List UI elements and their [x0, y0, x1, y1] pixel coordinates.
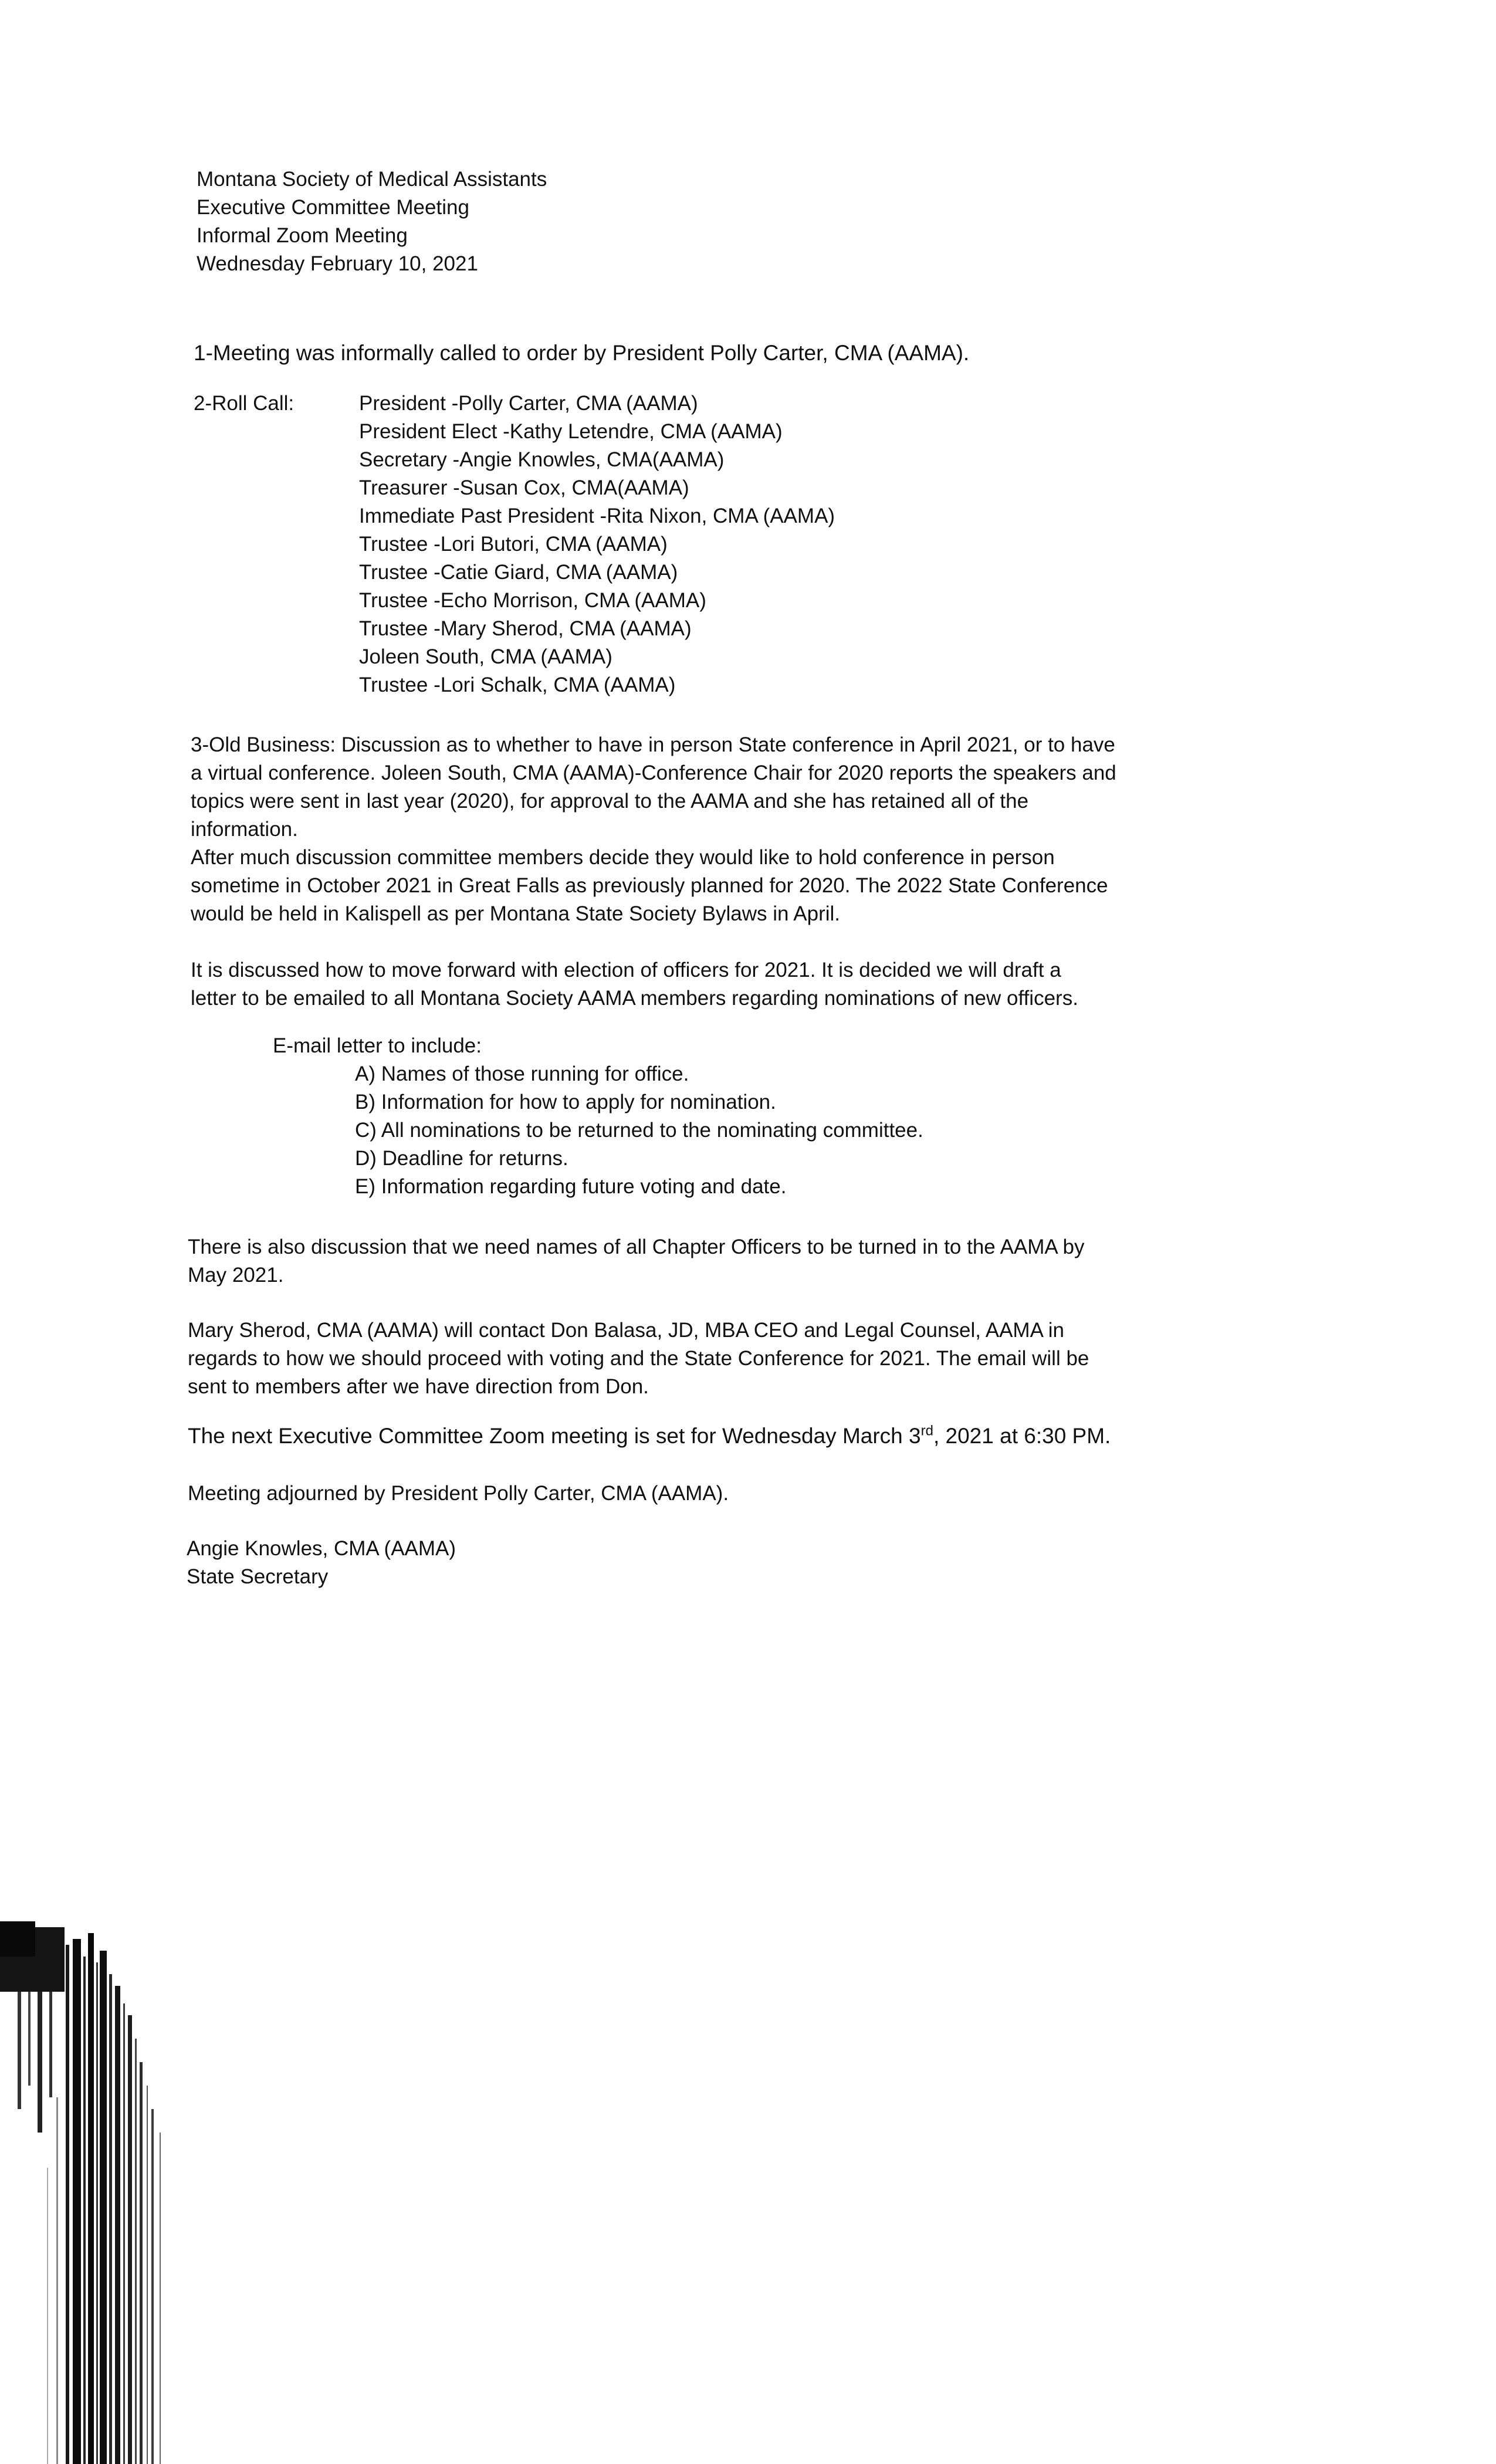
roll-call-list — [359, 390, 835, 699]
paragraph-line: regards to how we should proceed with voting and the State Conference for 2021. The email will be — [188, 1347, 1089, 1370]
signer-title: State Secretary — [187, 1565, 329, 1588]
email-letter-item: C) All nominations to be returned to the nominating committee. — [355, 1119, 923, 1142]
email-letter-intro: E-mail letter to include: — [273, 1034, 482, 1057]
paragraph-line: sent to members after we have direction from Don. — [188, 1375, 649, 1398]
roll-call-member: Trustee -Catie Giard, CMA (AAMA) — [359, 561, 678, 584]
meeting-type: Informal Zoom Meeting — [197, 224, 408, 247]
roll-call-member: President -Polly Carter, CMA (AAMA) — [359, 392, 698, 415]
email-letter-item: E) Information regarding future voting and date. — [355, 1175, 787, 1198]
document-header — [197, 165, 547, 278]
next-meeting-time: , 2021 at 6:30 PM. — [933, 1424, 1111, 1448]
roll-call-label: 2-Roll Call: — [194, 392, 295, 415]
next-meeting-text: The next Executive Committee Zoom meeting is set for Wednesday March 3 — [188, 1424, 921, 1448]
email-letter-item: D) Deadline for returns. — [355, 1147, 568, 1170]
roll-call-member: Secretary -Angie Knowles, CMA(AAMA) — [359, 448, 725, 471]
call-to-order: 1-Meeting was informally called to order by President Polly Carter, CMA (AAMA). — [194, 341, 970, 365]
paragraph-line: May 2021. — [188, 1264, 284, 1287]
email-letter-list — [355, 1060, 923, 1201]
paragraph-line: Mary Sherod, CMA (AAMA) will contact Don Balasa, JD, MBA CEO and Legal Counsel, AAMA in — [188, 1319, 1064, 1342]
meeting-name: Executive Committee Meeting — [197, 196, 469, 219]
email-letter-item: B) Information for how to apply for nomination. — [355, 1091, 776, 1113]
mary-sherod-paragraph — [188, 1316, 1197, 1401]
org-name: Montana Society of Medical Assistants — [197, 168, 547, 191]
roll-call-member: Trustee -Lori Butori, CMA (AAMA) — [359, 533, 668, 556]
old-business-line: a virtual conference. Joleen South, CMA (AAMA)-Conference Chair for 2020 reports the speakers and — [191, 761, 1116, 784]
date-ordinal-suffix: rd — [920, 1423, 933, 1439]
roll-call-member: Trustee -Lori Schalk, CMA (AAMA) — [359, 673, 676, 696]
election-line: It is discussed how to move forward with election of officers for 2021. It is decided we will draft a — [191, 959, 1061, 981]
adjournment-line: Meeting adjourned by President Polly Carter, CMA (AAMA). — [188, 1482, 729, 1505]
next-meeting-line — [188, 1422, 1197, 1450]
roll-call-member: Treasurer -Susan Cox, CMA(AAMA) — [359, 476, 689, 499]
old-business-line: After much discussion committee members decide they would like to hold conference in person — [191, 846, 1055, 869]
old-business-line: information. — [191, 818, 298, 841]
scan-edge-artifact — [0, 1921, 170, 2464]
signer-name: Angie Knowles, CMA (AAMA) — [187, 1537, 456, 1560]
meeting-date: Wednesday February 10, 2021 — [197, 252, 478, 275]
old-business-line: topics were sent in last year (2020), for approval to the AAMA and she has retained all of the — [191, 790, 1029, 813]
old-business-line: would be held in Kalispell as per Montana State Society Bylaws in April. — [191, 902, 840, 925]
roll-call-member: Trustee -Echo Morrison, CMA (AAMA) — [359, 589, 706, 612]
old-business-line: 3-Old Business: Discussion as to whether to have in person State conference in April 2021, or to have — [191, 733, 1115, 756]
roll-call-member: Immediate Past President -Rita Nixon, CMA (AAMA) — [359, 505, 835, 527]
signature-block — [187, 1535, 456, 1591]
paragraph-line: There is also discussion that we need names of all Chapter Officers to be turned in to the AAMA by — [188, 1236, 1085, 1258]
email-letter-item: A) Names of those running for office. — [355, 1062, 689, 1085]
chapter-officers-paragraph — [188, 1233, 1197, 1289]
roll-call-member: President Elect -Kathy Letendre, CMA (AAMA) — [359, 420, 783, 443]
election-line: letter to be emailed to all Montana Society AAMA members regarding nominations of new officers. — [191, 987, 1078, 1010]
old-business-line: sometime in October 2021 in Great Falls as previously planned for 2020. The 2022 State Conference — [191, 874, 1108, 897]
roll-call-member: Joleen South, CMA (AAMA) — [359, 645, 612, 668]
roll-call-member: Trustee -Mary Sherod, CMA (AAMA) — [359, 617, 692, 640]
old-business-section — [191, 731, 1200, 1013]
paragraph-gap — [191, 928, 1200, 956]
